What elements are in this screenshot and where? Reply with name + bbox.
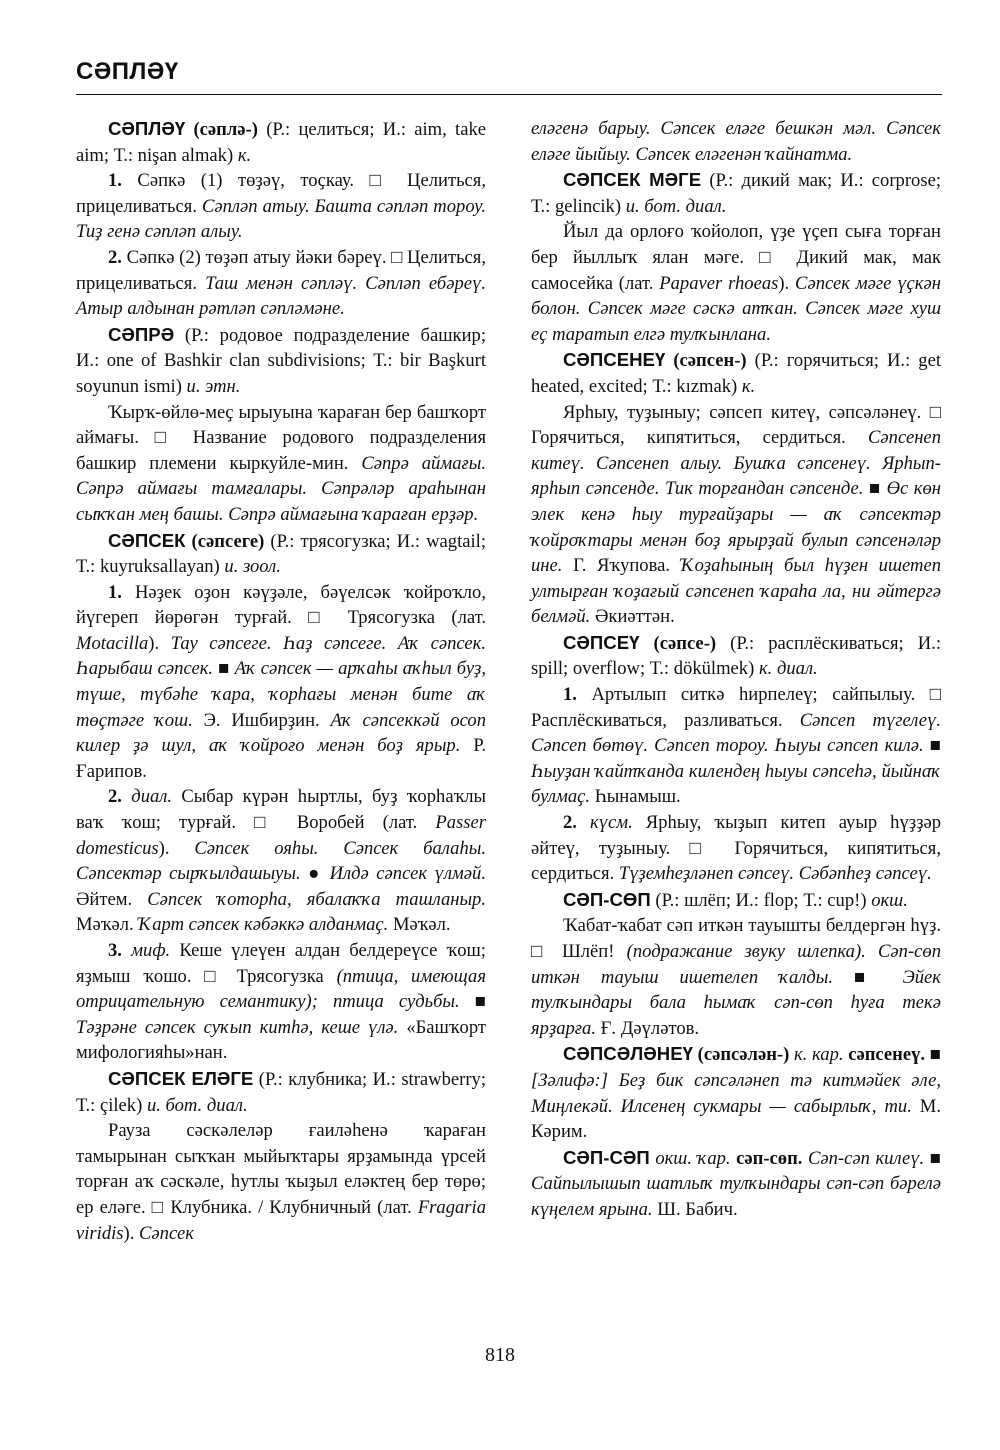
- headword: СӘПСЕҮ: [563, 631, 640, 653]
- text-segment: 2.: [108, 786, 122, 808]
- text-segment: Сыбар күрән һыртлы, буҙ ҡорһаҡлы ваҡ ҡош; турғай. □ Воробей (лат.: [76, 786, 486, 834]
- text-segment: ).: [148, 632, 171, 654]
- headword: СӘП-СӘП: [563, 1146, 650, 1168]
- text-segment: к.: [741, 375, 756, 397]
- text-segment: ).: [123, 1222, 140, 1244]
- text-segment: ■: [459, 991, 486, 1013]
- text-segment: ■: [923, 735, 942, 757]
- headword: СӘПСЕНЕҮ: [563, 349, 666, 371]
- text-segment: Таш менән сәпләү. Сәпләп ебәреү. Атыр алдынан рәтләп сәпләмәне.: [76, 272, 486, 320]
- text-segment: Fragaria viridis: [76, 1196, 486, 1244]
- text-segment: Motacilla: [76, 632, 149, 654]
- text-segment: 3.: [108, 940, 122, 961]
- text-segment: Сәпсенеп китеү. Сәпсенеп алыу. Бушҡа сәпсенеү. Ярһып-ярһып сәпсенде. Тик торғандан сәпсенде.: [531, 427, 941, 500]
- text-segment: (Р.: родовое подразделение башкир; И.: one of Bashkir clan subdivisions; Т.: bir Başkurt soyunun ismi): [76, 324, 486, 397]
- text-segment: Нәҙек оҙон кәүҙәле, бәүелсәк ҡойроҡло, йүгереп йөрөгән турғай. □ Трясогузка (лат.: [76, 581, 486, 629]
- text-segment: Тау сәпсеге. Һаҙ сәпсеге. Аҡ сәпсек. Һарыбаш сәпсек.: [76, 632, 486, 680]
- text-segment: Сәпсек ҡоторһа, ябалаҡҡа ташланыр.: [147, 888, 486, 910]
- dictionary-paragraph: [76, 1118, 486, 1246]
- dictionary-paragraph: [531, 1145, 941, 1223]
- text-segment: Өс көн элек кенә һыу турғайҙары — аҡ сәпсектәр ҡойроҡтары менән боҙ ярырҙай булып сәпсенәләр ине.: [531, 478, 941, 577]
- text-segment: Ярһыу, ҡыҙып китеп ауыр һүҙҙәр әйтеү, туҙыныу. □ Горячиться, кипятиться, сердиться.: [531, 812, 942, 885]
- text-segment: М. Кәрим.: [531, 1095, 941, 1143]
- headword: СӘПЛӘҮ: [108, 118, 186, 139]
- text-segment: Ш. Бабич.: [652, 1198, 738, 1220]
- text-segment: и. бот. диал.: [146, 1094, 248, 1116]
- text-segment: (Р.: целиться; И.: aim, take aim; Т.: nişan almak): [76, 119, 486, 166]
- text-segment: к. кар.: [789, 1044, 844, 1066]
- dictionary-paragraph: [531, 400, 941, 630]
- text-segment: ■: [213, 658, 235, 680]
- right-column: [531, 116, 941, 1223]
- text-segment: ■: [833, 966, 903, 988]
- headword: СӘПСЕК ЕЛӘГЕ: [108, 1067, 254, 1089]
- text-segment: ■: [925, 1044, 941, 1066]
- dictionary-paragraph: [76, 400, 486, 528]
- text-segment: Әкиәттән.: [590, 606, 675, 628]
- text-segment: Ҡырҡ-өйлө-меҫ ырыуына ҡараған бер башҡорт аймағы. □ Название родового подразделения башкир племени кыркуйле-мин.: [76, 401, 486, 474]
- text-segment: ■: [863, 478, 887, 500]
- dictionary-paragraph: [76, 245, 486, 322]
- text-segment: ■: [924, 1147, 941, 1169]
- text-segment: ●: [300, 863, 330, 885]
- text-segment: Э. Ишбирҙин.: [192, 709, 331, 731]
- text-segment: Тәҙрәне сәпсек суҡып китһә, кеше үлә.: [76, 1016, 399, 1038]
- text-segment: Сәпсек мәге үҫкән болон. Сәпсек мәге сәскә атҡан. Сәпсек мәге хуш еҫ таратып елгә тулҡынлана.: [531, 272, 941, 345]
- text-segment: Эйек тулҡындары бала һымаҡ сәп-сөп һуға текә ярҙарға.: [531, 966, 941, 1039]
- dictionary-paragraph: [531, 116, 941, 167]
- dictionary-paragraph: [531, 887, 941, 914]
- text-segment: 2.: [563, 812, 577, 834]
- dictionary-paragraph: [76, 938, 486, 1066]
- text-segment: күсм.: [576, 812, 633, 834]
- text-segment: Сәпкә (2) төҙәп атыу йәки бәреү. □ Целиться, прицеливаться.: [76, 246, 486, 294]
- dictionary-paragraph: [531, 1041, 941, 1144]
- text-segment: (Р.: расплёскиваться; И.: spill; overflow; Т.: dökülmek): [531, 632, 941, 680]
- text-segment: Papaver rhoeas: [659, 272, 779, 294]
- text-segment: Г. Яҡупова.: [562, 555, 681, 577]
- text-segment: Кеше үлеүен алдан белдереүсе ҡош; яҙмыш ҡошо. □ Трясогузка: [76, 940, 486, 987]
- dictionary-paragraph: [531, 219, 941, 347]
- headword: СӘПСӘЛӘНЕҮ: [563, 1043, 693, 1065]
- text-segment: Йыл да орлоғо ҡойолоп, үҙе үҫеп сыға торған бер йыллыҡ ялан мәге. □ Дикий мак, мак самосейка (лат.: [531, 221, 941, 294]
- text-segment: к. диал.: [758, 658, 818, 680]
- dictionary-paragraph: [531, 913, 941, 1041]
- text-segment: сәпсенеү.: [843, 1044, 926, 1066]
- text-segment: к.: [237, 144, 252, 166]
- text-segment: Рауза сәскәлеләр ғаиләһенә ҡараған тамырынан сыҡҡан мыйыҡтары ярҙамында үрсей торған аҡ сәскәле, һутлы ҡыҙыл еләктең бер төрө; ер еләге. □ Клубника. / Клубничный (лат.: [76, 1120, 486, 1218]
- headword: СӘП-СӨП: [563, 888, 651, 910]
- text-segment: еләгенә барыу. Сәпсек еләге бешкән мәл. Сәпсек еләге йыйыу. Сәпсек еләгенән ҡайнатма.: [531, 118, 941, 165]
- text-segment: Илдә сәпсек үлмәй.: [329, 863, 486, 885]
- text-segment: (сәпсен-): [665, 350, 747, 372]
- text-segment: (Р.: клубника; И.: strawberry; Т.: çilek): [76, 1068, 486, 1116]
- text-segment: (Р.: шлёп; И.: flop; Т.: cup!): [650, 889, 872, 911]
- text-segment: (Р.: дикий мак; И.: corprose; Т.: gelincik): [531, 170, 941, 217]
- text-segment: Мәҡәл.: [388, 914, 451, 936]
- dictionary-paragraph: [76, 528, 486, 580]
- text-segment: ).: [158, 837, 195, 859]
- headword: СӘПСЕК: [108, 529, 186, 551]
- text-segment: 1.: [108, 581, 122, 603]
- text-segment: [Зәлифә:] Беҙ бик сәпсәләнеп тә китмәйек әле, Миңлекәй. Илсенең сукмары — сабырлыҡ, ти.: [531, 1069, 941, 1117]
- text-segment: (Р.: трясогузка; И.: wagtail; Т.: kuyruksallayan): [76, 530, 487, 578]
- text-segment: Ғ. Дәүләтов.: [596, 1017, 700, 1039]
- dictionary-paragraph: [531, 347, 941, 399]
- text-segment: Сәпләп атыу. Башта сәпләп тороу. Тиҙ генә сәпләп алыу.: [76, 195, 486, 243]
- text-segment: и. бот. диал.: [625, 195, 727, 217]
- text-segment: Түҙемһеҙләнеп сәпсеү. Сәбәпһеҙ сәпсеү.: [618, 863, 932, 885]
- left-column: [76, 116, 486, 1246]
- text-segment: диал.: [121, 786, 173, 808]
- text-segment: миф.: [121, 940, 171, 961]
- text-segment: Ҡабат-ҡабат сәп иткән тауышты белдергән һүҙ. □ Шлёп!: [531, 915, 941, 962]
- text-segment: Әйтем.: [76, 888, 148, 910]
- text-segment: (птица, имеющая отрицательную семантику); птица судьбы.: [76, 965, 487, 1013]
- header-rule: [76, 94, 942, 95]
- page-number: 818: [485, 1344, 515, 1366]
- dictionary-paragraph: [76, 322, 486, 400]
- text-segment: Мәҡәл.: [76, 914, 139, 936]
- text-segment: Аҡ сәпсек — арҡаһы аҡһыл буҙ, түше, түбәһе ҡара, ҡорһағы менән бите аҡ төҫтәге ҡош.: [76, 658, 487, 731]
- dictionary-paragraph: [531, 630, 941, 682]
- text-segment: окш.: [871, 889, 908, 911]
- dictionary-paragraph: [76, 580, 486, 785]
- text-segment: сәп-сөп.: [730, 1147, 803, 1169]
- text-segment: «Башҡорт мифологияһы»нан.: [76, 1016, 487, 1064]
- text-segment: (подражание звуку шлепка). Сәп-сөп иткән тауыш ишетелеп ҡалды.: [531, 941, 941, 988]
- dictionary-paragraph: [531, 682, 941, 810]
- text-segment: и. зоол.: [224, 556, 281, 578]
- headword: СӘПСЕК МӘГЕ: [563, 169, 702, 191]
- text-segment: Сәпкә (1) төҙәү, тоҫкау. □ Целиться, прицеливаться.: [76, 170, 486, 217]
- text-segment: окш. ҡар.: [649, 1147, 731, 1169]
- headword: СӘПРӘ: [108, 323, 175, 345]
- text-segment: Passer domesticus: [76, 812, 486, 859]
- text-segment: 1.: [108, 170, 122, 192]
- text-segment: Р. Ғарипов.: [76, 735, 486, 782]
- text-segment: (сәпсе-): [639, 632, 717, 654]
- text-segment: 1.: [563, 684, 577, 706]
- dictionary-paragraph: [76, 1066, 486, 1118]
- text-segment: Ҡоҙаһының был һүҙен ишетеп ултырған ҡоҙағый сәпсенеп ҡараһа ла, ни әйтергә белмәй.: [531, 555, 941, 628]
- text-segment: 2.: [108, 246, 122, 268]
- text-segment: (сәпсеге): [185, 530, 265, 552]
- text-segment: (сәпсәлән-): [692, 1044, 790, 1066]
- dictionary-paragraph: [531, 810, 941, 887]
- text-segment: (Р.: горячиться; И.: get heated, excited; Т.: kızmak): [531, 350, 942, 397]
- dictionary-paragraph: [76, 784, 486, 938]
- text-segment: Һыуҙан ҡайтҡанда килендең һыуы сәпсеһә, йыйнаҡ булмаҫ.: [531, 760, 941, 808]
- text-segment: Сәпсек: [139, 1222, 194, 1244]
- text-segment: Сайпылышып шатлыҡ тулҡындары сәп-сәп бәрелә күңелем ярына.: [531, 1173, 941, 1220]
- text-segment: Артылып ситкә һирпелеү; сайпылыу. □ Расплёскиваться, разливаться.: [531, 684, 941, 731]
- text-segment: Ҡарт сәпсек кәбәккә алданмаҫ.: [138, 914, 389, 936]
- running-head: СӘПЛӘҮ: [76, 58, 179, 85]
- text-segment: Аҡ сәпсеккәй осоп килер ҙә шул, аҡ ҡойроғо менән боҙ ярыр.: [76, 709, 487, 757]
- text-segment: Сәп-сәп килеү.: [802, 1147, 925, 1169]
- text-segment: и. этн.: [186, 375, 241, 397]
- text-segment: Ярһыу, туҙыныу; сәпсеп китеү, сәпсәләнеү. □ Горячиться, кипятиться, сердиться.: [531, 401, 941, 449]
- dictionary-paragraph: [76, 168, 486, 245]
- text-segment: Сәпсеп түгелеү. Сәпсеп бөтөү. Сәпсеп тороу. Һыуы сәпсеп килә.: [531, 709, 942, 757]
- text-segment: (сәплә-): [185, 119, 258, 140]
- text-segment: Һынамыш.: [590, 786, 681, 808]
- text-segment: ).: [778, 272, 796, 294]
- dictionary-paragraph: [76, 116, 486, 168]
- text-segment: Сәпрә аймағы. Сәпрә аймағы тамғалары. Сәпрәләр араһынан сыҡҡан мең башы. Сәпрә аймағына ҡараған ерҙәр.: [76, 452, 486, 525]
- dictionary-paragraph: [531, 167, 941, 219]
- text-segment: Сәпсек ояһы. Сәпсек балаһы. Сәпсектәр сырҡылдашыуы.: [76, 837, 486, 885]
